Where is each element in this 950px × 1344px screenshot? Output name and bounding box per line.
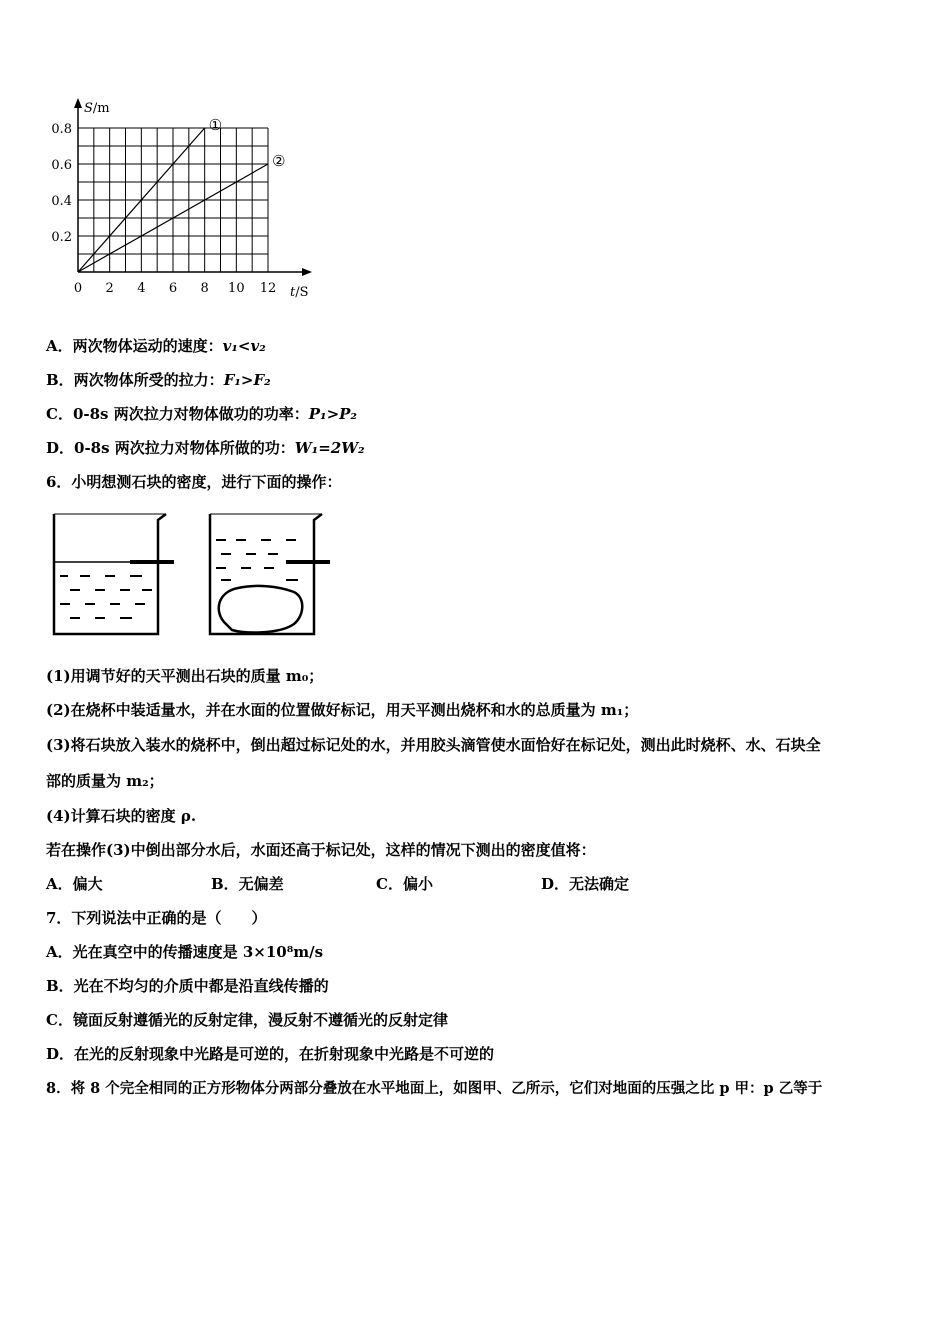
x-axis-label: t/S (290, 285, 309, 300)
x-tick-label: 12 (259, 281, 277, 296)
y-tick-label: 0.4 (51, 194, 72, 209)
q5-option-d: D．0-8s 两次拉力对物体所做的功：W₁=2W₂ (46, 439, 365, 457)
beaker-2 (210, 514, 330, 634)
y-tick-label: 0.6 (51, 158, 72, 173)
q6-step-1: (1)用调节好的天平测出石块的质量 m₀； (46, 667, 324, 685)
q6-step-4: (4)计算石块的密度 ρ. (46, 807, 197, 825)
q7-option-a: A．光在真空中的传播速度是 3×10⁸m/s (46, 943, 324, 961)
chart-series (78, 116, 285, 272)
chart-ticks (51, 122, 276, 296)
q6-option-a: A．偏大 (46, 875, 103, 893)
q7-option-d: D．在光的反射现象中光路是可逆的，在折射现象中光路是不可逆的 (46, 1045, 495, 1063)
x-tick-label: 8 (200, 281, 209, 296)
series-label-1: ① (208, 116, 223, 134)
beaker-1 (54, 514, 174, 634)
stone (219, 586, 303, 633)
q5-option-b: B．两次物体所受的拉力：F₁>F₂ (46, 371, 271, 389)
y-tick-label: 0.2 (51, 230, 72, 245)
x-tick-label: 0 (73, 281, 83, 296)
s-t-chart (40, 98, 330, 308)
q8-title: 8．将 8 个完全相同的正方形物体分两部分叠放在水平地面上，如图甲、乙所示，它们对地面的压强之比 p 甲：p 乙等于 (46, 1080, 823, 1097)
x-tick-label: 2 (105, 281, 114, 296)
q5-option-c: C．0-8s 两次拉力对物体做功的功率：P₁>P₂ (46, 405, 357, 423)
chart-grid (78, 128, 268, 272)
x-tick-label: 4 (137, 281, 146, 296)
q7-title: 7．下列说法中正确的是（ ） (46, 909, 267, 927)
q6-option-c: C．偏小 (376, 875, 433, 893)
q6-title: 6．小明想测石块的密度，进行下面的操作： (46, 473, 342, 491)
q6-question: 若在操作(3)中倒出部分水后，水面还高于标记处，这样的情况下测出的密度值将： (46, 841, 596, 859)
x-tick-label: 6 (168, 281, 178, 296)
q6-step-2: (2)在烧杯中装适量水，并在水面的位置做好标记，用天平测出烧杯和水的总质量为 m₁； (46, 701, 639, 719)
q7-option-b: B．光在不均匀的介质中都是沿直线传播的 (46, 977, 329, 995)
x-axis-arrow (302, 268, 312, 276)
q5-option-a: A．两次物体运动的速度：v₁<v₂ (46, 337, 266, 355)
x-tick-label: 10 (228, 281, 245, 296)
y-axis-arrow (74, 98, 82, 108)
q6-step-3b: 部的质量为 m₂； (46, 772, 164, 790)
q6-option-b: B．无偏差 (211, 875, 284, 893)
y-tick-label: 0.8 (51, 122, 72, 137)
beaker-figures (50, 510, 350, 640)
q6-step-3a: (3)将石块放入装水的烧杯中，倒出超过标记处的水，并用胶头滴管使水面恰好在标记处，测出此时烧杯、水、石块全 (46, 736, 821, 754)
q6-option-d: D．无法确定 (541, 875, 630, 893)
q7-option-c: C．镜面反射遵循光的反射定律，漫反射不遵循光的反射定律 (46, 1011, 448, 1029)
y-axis-label: S/m (84, 101, 110, 116)
series-label-2: ② (272, 152, 286, 170)
